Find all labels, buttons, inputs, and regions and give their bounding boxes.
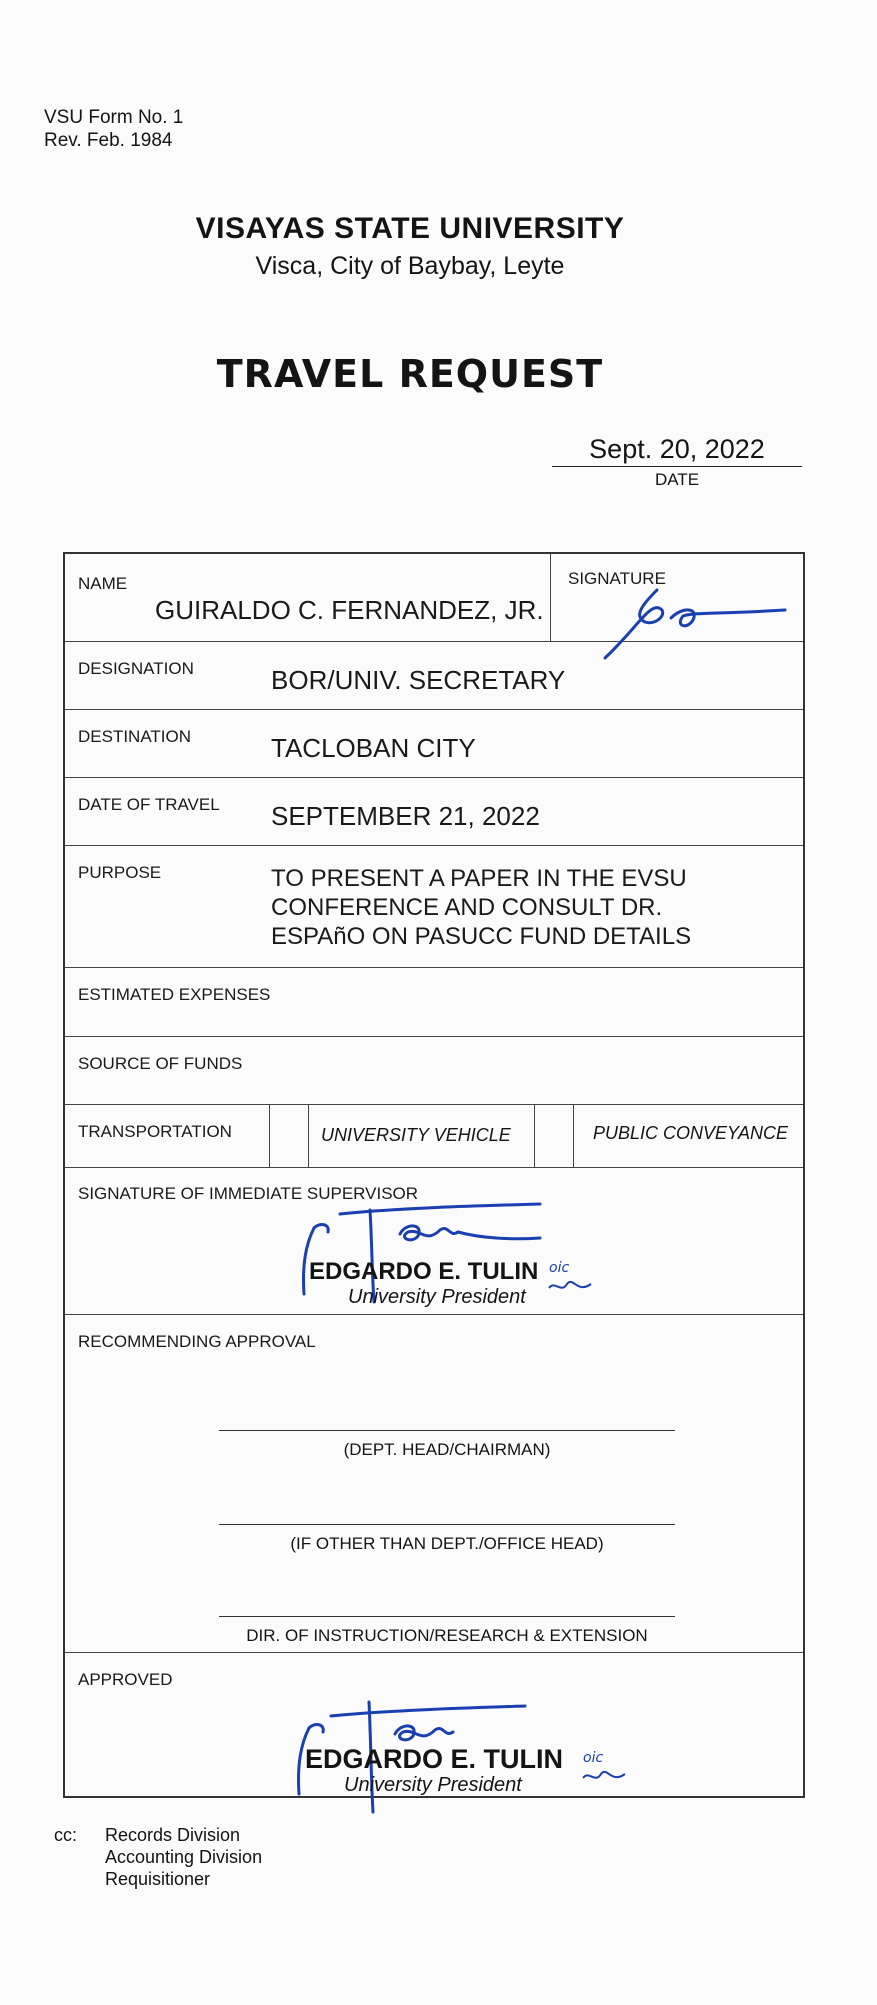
cc-item: Accounting Division xyxy=(105,1847,263,1867)
recommending-approval-label: RECOMMENDING APPROVAL xyxy=(78,1332,316,1351)
travel-request-form xyxy=(63,552,805,1798)
column-divider xyxy=(573,1104,574,1167)
source-of-funds-label: SOURCE OF FUNDS xyxy=(78,1054,243,1073)
signature-label: SIGNATURE xyxy=(568,569,666,588)
estimated-expenses-label: ESTIMATED EXPENSES xyxy=(78,985,271,1004)
column-divider xyxy=(550,554,551,641)
university-address: Visca, City of Baybay, Leyte xyxy=(255,252,565,280)
name-label: NAME xyxy=(78,574,128,593)
purpose-line: ESPAñO ON PASUCC FUND DETAILS xyxy=(271,923,692,950)
date-label: DATE xyxy=(654,470,700,489)
university-name: VISAYAS STATE UNIVERSITY xyxy=(195,212,625,245)
destination-value: TACLOBAN CITY xyxy=(271,733,476,763)
cc-item: Requisitioner xyxy=(105,1869,211,1889)
form-revision: Rev. Feb. 1984 xyxy=(44,130,173,151)
cc-item: Records Division xyxy=(105,1825,241,1845)
purpose-value xyxy=(271,864,691,951)
caption-director: DIR. OF INSTRUCTION/RESEARCH & EXTENSION xyxy=(246,1626,648,1645)
row-divider xyxy=(65,1167,803,1168)
approved-label: APPROVED xyxy=(78,1670,173,1689)
row-divider xyxy=(65,1036,803,1037)
supervisor-label: SIGNATURE OF IMMEDIATE SUPERVISOR xyxy=(78,1184,419,1203)
column-divider xyxy=(308,1104,309,1167)
name-value: GUIRALDO C. FERNANDEZ, JR. xyxy=(155,595,544,625)
approver-name: EDGARDO E. TULIN xyxy=(305,1744,564,1774)
purpose-line: TO PRESENT A PAPER IN THE EVSU xyxy=(271,865,687,892)
requester-signature xyxy=(585,584,795,664)
row-divider xyxy=(65,845,803,846)
document-title: TRAVEL REQUEST xyxy=(216,352,604,396)
svg-text:oic: oic xyxy=(549,1260,570,1276)
approver-oic-initials xyxy=(581,1744,629,1794)
destination-label: DESTINATION xyxy=(78,727,192,746)
approver-title: University President xyxy=(344,1774,522,1796)
row-divider xyxy=(65,777,803,778)
form-number-block xyxy=(44,106,183,152)
option-public-conveyance: PUBLIC CONVEYANCE xyxy=(593,1123,789,1143)
purpose-label: PURPOSE xyxy=(78,863,162,882)
caption-other-head: (IF OTHER THAN DEPT./OFFICE HEAD) xyxy=(290,1534,604,1553)
caption-dept-head: (DEPT. HEAD/CHAIRMAN) xyxy=(343,1440,551,1459)
row-divider xyxy=(65,1104,803,1105)
cc-label: cc: xyxy=(54,1825,78,1845)
form-number: VSU Form No. 1 xyxy=(44,107,184,128)
signature-line-other-head xyxy=(219,1524,675,1525)
date-of-travel-label: DATE OF TRAVEL xyxy=(78,795,220,814)
date-of-travel-value: SEPTEMBER 21, 2022 xyxy=(271,801,540,831)
svg-text:oic: oic xyxy=(583,1750,604,1766)
column-divider xyxy=(534,1104,535,1167)
row-divider xyxy=(65,1314,803,1315)
column-divider xyxy=(269,1104,270,1167)
row-divider xyxy=(65,709,803,710)
date-value: Sept. 20, 2022 xyxy=(589,434,765,464)
signature-line-dept-head xyxy=(219,1430,675,1431)
signature-line-director xyxy=(219,1616,675,1617)
designation-value: BOR/UNIV. SECRETARY xyxy=(271,665,566,695)
supervisor-title: University President xyxy=(348,1286,526,1308)
date-underline xyxy=(552,466,802,467)
transportation-label: TRANSPORTATION xyxy=(78,1122,232,1141)
row-divider xyxy=(65,1652,803,1653)
option-university-vehicle: UNIVERSITY VEHICLE xyxy=(321,1125,511,1145)
designation-label: DESIGNATION xyxy=(78,659,194,678)
supervisor-name: EDGARDO E. TULIN xyxy=(309,1258,539,1285)
purpose-line: CONFERENCE AND CONSULT DR. xyxy=(271,894,663,921)
row-divider xyxy=(65,967,803,968)
oic-initials xyxy=(547,1254,595,1304)
